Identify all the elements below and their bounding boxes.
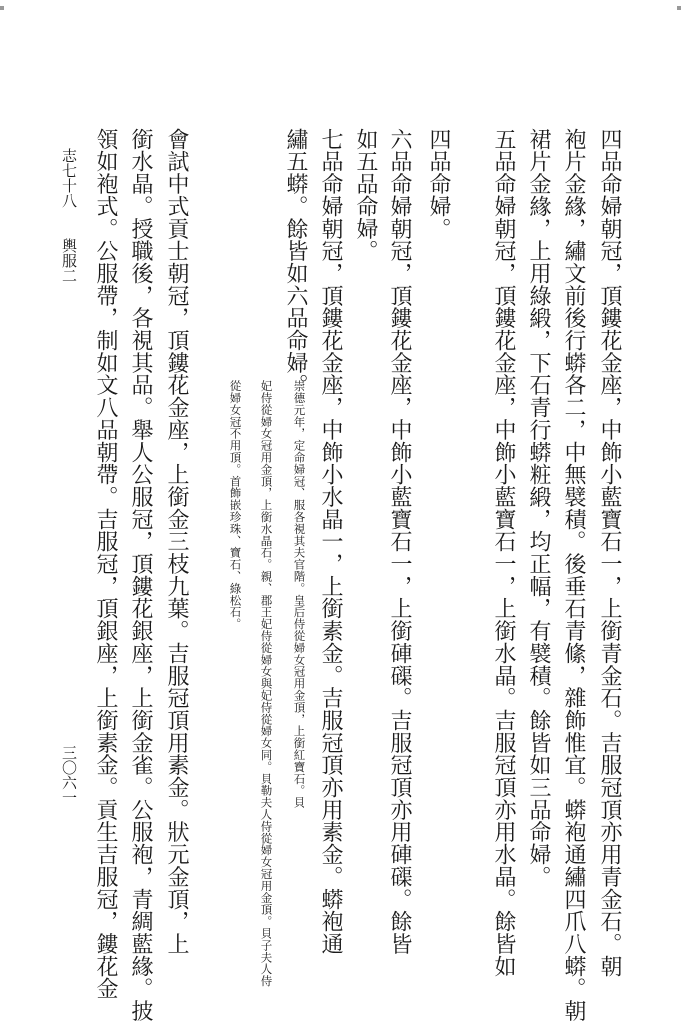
text-column: 裙片金緣，上用綠緞，下石青行蟒粧緞，均正幅，有襞積。餘皆如三品命婦。 [526,128,551,888]
corner-mark [677,6,681,10]
text-column: 領如袍式。公服帶，制如文八品朝帶。吉服冠，頂銀座，上銜素金。貢生吉服冠，鏤花金 [93,128,118,1000]
volume-label: 志七十八 [60,148,78,208]
text-column: 四品命婦。 [426,128,451,240]
text-column: 銜水晶。授職後，各視其品。舉人公服冠，頂鏤花銀座，上銜金雀。公服袍，青綢藍緣。披 [128,128,153,1022]
section-label: 輿服二 [60,238,78,283]
text-column: 五品命婦朝冠，頂鏤花金座，中飾小藍寶石一，上銜水晶。吉服冠頂亦用水晶。餘皆如 [491,128,516,978]
corner-mark [0,6,4,10]
text-column: 六品命婦朝冠，頂鏤花金座，中飾小藍寶石一，上銜硨磲。吉服冠頂亦用硨磲。餘皆 [387,128,412,955]
page-number: 三〇六一 [60,745,78,805]
text-column: 袍片金緣，繡文前後行蟒各二，中無襞積。後垂石青絛，雜飾惟宜。蟒袍通繡四爪八蟒。朝 [561,128,586,1022]
text-column: 七品命婦朝冠，頂鏤花金座，中飾小水晶一，上銜素金。吉服冠頂亦用素金。蟒袍通 [318,128,343,955]
annotation-column: 從婦女冠不用頂。首飾嵌珍珠、寶石、綠松石。 [228,380,243,630]
text-column: 四品命婦朝冠，頂鏤花金座，中飾小藍寶石一，上銜青金石。吉服冠頂亦用青金石。朝 [597,128,622,978]
annotation-column: 妃侍從婦女冠用金頂，上銜水晶石。親、郡王妃侍從婦女與妃侍從婦女同。貝勒夫人侍從婦女冠用金頂。貝子夫人侍 [259,380,274,987]
annotation-column: 崇德元年，定命婦冠、服各視其夫官階。皇后侍從婦女冠用金頂，上銜紅寶石。貝 [292,380,307,809]
text-column: 如五品命婦。 [353,128,378,263]
text-column: 繡五蟒。餘皆如六品命婦。 [283,128,308,397]
text-column: 會試中式貢士朝冠，頂鏤花金座，上銜金三枝九葉。吉服冠頂用素金。狀元金頂，上 [164,128,189,955]
